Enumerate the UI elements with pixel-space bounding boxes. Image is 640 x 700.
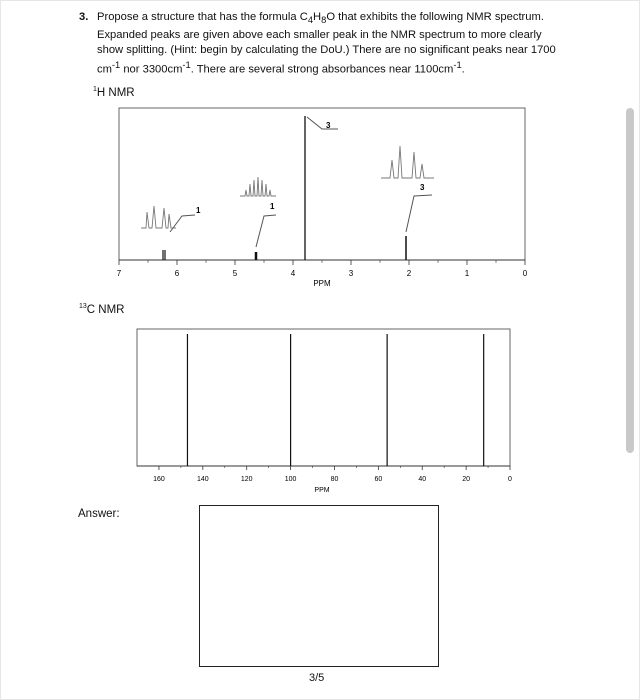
- h-tick-label-2: 2: [406, 269, 412, 278]
- page-number: 3/5: [309, 672, 325, 684]
- answer-label: Answer:: [78, 508, 120, 520]
- c-tick-label-20: 20: [462, 476, 471, 483]
- h-nmr-axis-label: PPM: [313, 279, 331, 288]
- h-tick-label-7: 7: [116, 269, 122, 278]
- c-tick-label-60: 60: [374, 476, 383, 483]
- c-tick-label-40: 40: [418, 476, 427, 483]
- c-tick-label-100: 100: [284, 476, 297, 483]
- h-tick-label-6: 6: [174, 269, 180, 278]
- question-text: Propose a structure that has the formula $C_4H_8O$ that exhibits the following NMR spectrum. Expanded peaks are given above each smaller peak in the NMR spectrum to more clearly show splitting. (Hint: begin by calculating the DoU.) There are no significant peaks near 1700 $cm^{-1}$ nor $3300cm^{-1}$. There are several strong absorbances near $1100cm^{-1}$.: [97, 11, 556, 76]
- answer-box[interactable]: [199, 505, 439, 667]
- h-integration-4: 3: [420, 183, 425, 192]
- h-tick-label-0: 0: [522, 269, 528, 278]
- c-tick-label-0: 0: [508, 476, 512, 483]
- c-nmr-peaks: [187, 334, 483, 466]
- c-nmr-axis-label: PPM: [314, 487, 330, 494]
- h-tick-label-3: 3: [348, 269, 354, 278]
- h-integration-2: 1: [270, 202, 275, 211]
- c-tick-label-160: 160: [153, 476, 165, 483]
- c-nmr-frame: [137, 329, 510, 466]
- question-number: 3.: [79, 11, 89, 23]
- h-nmr-label: $^1$H NMR: [93, 86, 135, 99]
- h-integration-3: 3: [326, 121, 331, 130]
- c-nmr-ticks: [153, 466, 512, 483]
- c-tick-label-80: 80: [330, 476, 339, 483]
- c-tick-label-120: 120: [240, 476, 253, 483]
- h-tick-label-4: 4: [290, 269, 296, 278]
- h-integration-1: 1: [196, 206, 201, 215]
- c-nmr-label: $^{13}$C NMR: [79, 303, 125, 316]
- c-tick-label-140: 140: [196, 476, 209, 483]
- h-tick-label-1: 1: [464, 269, 470, 278]
- h-tick-label-5: 5: [232, 269, 238, 278]
